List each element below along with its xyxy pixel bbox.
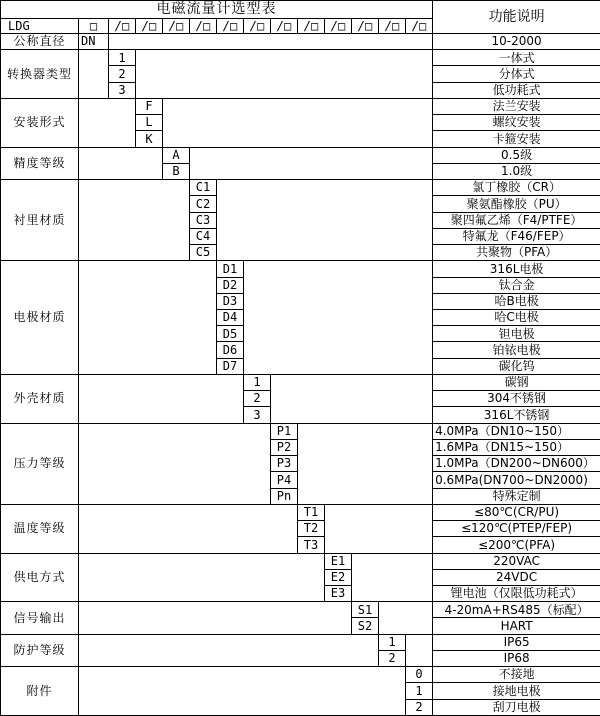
option-description: 10-2000 [433, 34, 600, 50]
category-label: 衬里材质 [1, 180, 79, 261]
option-code: 3 [109, 82, 136, 98]
spacer-cell [298, 423, 433, 504]
option-code: 1 [244, 374, 271, 390]
model-code-slot: /□ [163, 19, 190, 34]
spacer-cell [406, 634, 433, 666]
category-label: 压力等级 [1, 423, 79, 504]
option-description: 哈B电极 [433, 293, 600, 309]
option-code: P3 [271, 456, 298, 472]
option-description: 220VAC [433, 553, 600, 569]
category-label: 温度等级 [1, 504, 79, 553]
spacer-cell [79, 504, 298, 553]
model-code-prefix: LDG [1, 19, 79, 34]
option-code: D2 [217, 277, 244, 293]
category-label: 精度等级 [1, 147, 79, 179]
spacer-cell [244, 261, 433, 375]
spacer-cell [79, 634, 379, 666]
option-description: 聚氨酯橡胶（PU） [433, 196, 600, 212]
option-description: 1.0MPa（DN200~DN600） [433, 456, 600, 472]
model-code-slot: /□ [406, 19, 433, 34]
spacer-cell [79, 50, 109, 99]
spacer-cell [79, 374, 244, 423]
option-description: 聚四氟乙烯（F4/PTFE） [433, 212, 600, 228]
option-code: C4 [190, 228, 217, 244]
option-code: E3 [325, 585, 352, 601]
option-code: 2 [406, 699, 433, 715]
option-code: F [136, 98, 163, 114]
category-label: 安装形式 [1, 98, 79, 147]
spacer-cell [109, 34, 433, 50]
option-description: 卡箍安装 [433, 131, 600, 147]
option-description: 低功耗式 [433, 82, 600, 98]
model-code-slot: /□ [244, 19, 271, 34]
spacer-cell [79, 667, 406, 716]
option-code: D7 [217, 358, 244, 374]
spacer-cell [352, 553, 433, 602]
option-description: IP65 [433, 634, 600, 650]
model-code-slot: /□ [109, 19, 136, 34]
spacer-cell [79, 261, 217, 375]
option-description: 特氟龙（F46/FEP） [433, 228, 600, 244]
option-description: 锂电池（仅限低功耗式） [433, 585, 600, 601]
option-code: C1 [190, 180, 217, 196]
option-description: 24VDC [433, 569, 600, 585]
option-code: 1 [109, 50, 136, 66]
table-title: 电磁流量计选型表 [1, 1, 433, 19]
option-code: C2 [190, 196, 217, 212]
model-code-slot: /□ [298, 19, 325, 34]
spacer-cell [79, 98, 136, 147]
option-code: 2 [379, 650, 406, 666]
category-label: 附件 [1, 667, 79, 716]
spacer-cell [136, 50, 433, 99]
option-description: 1.6MPa（DN15~150） [433, 439, 600, 455]
option-code: S2 [352, 618, 379, 634]
option-code: 2 [109, 66, 136, 82]
model-code-slot: /□ [271, 19, 298, 34]
option-description: 不接地 [433, 667, 600, 683]
option-code: P2 [271, 439, 298, 455]
model-code-slot: /□ [217, 19, 244, 34]
option-code: T1 [298, 504, 325, 520]
model-code-slot: /□ [379, 19, 406, 34]
spacer-cell [79, 423, 271, 504]
option-description: 4-20mA+RS485（标配） [433, 602, 600, 618]
function-description-header: 功能说明 [433, 1, 600, 34]
option-description: ≤80℃(CR/PU) [433, 504, 600, 520]
spacer-cell [163, 98, 433, 147]
spacer-cell [271, 374, 433, 423]
option-description: 1.0级 [433, 163, 600, 179]
spacer-cell [79, 553, 325, 602]
category-label: 防护等级 [1, 634, 79, 666]
option-code: E2 [325, 569, 352, 585]
category-label: 供电方式 [1, 553, 79, 602]
option-description: 法兰安装 [433, 98, 600, 114]
model-code-first-slot: □ [79, 19, 109, 34]
option-code: D1 [217, 261, 244, 277]
option-code: D4 [217, 309, 244, 325]
model-code-slot: /□ [136, 19, 163, 34]
option-description: 0.5级 [433, 147, 600, 163]
option-description: 接地电极 [433, 683, 600, 699]
option-description: ≤120℃(PTEP/FEP) [433, 521, 600, 537]
option-code: 3 [244, 407, 271, 423]
option-code: D3 [217, 293, 244, 309]
option-code: T3 [298, 537, 325, 553]
option-description: 0.6MPa(DN700~DN2000) [433, 472, 600, 488]
spacer-cell [190, 147, 433, 179]
option-code: P1 [271, 423, 298, 439]
option-description: 特殊定制 [433, 488, 600, 504]
option-description: 碳钢 [433, 374, 600, 390]
option-description: 刮刀电极 [433, 699, 600, 715]
option-code: 0 [406, 667, 433, 683]
option-description: HART [433, 618, 600, 634]
option-code: B [163, 163, 190, 179]
model-code-slot: /□ [190, 19, 217, 34]
option-description: 氯丁橡胶（CR） [433, 180, 600, 196]
option-description: 分体式 [433, 66, 600, 82]
category-label: 外壳材质 [1, 374, 79, 423]
option-code: 1 [379, 634, 406, 650]
option-code: 1 [406, 683, 433, 699]
spacer-cell [379, 602, 433, 634]
option-code: E1 [325, 553, 352, 569]
option-description: 哈C电极 [433, 309, 600, 325]
option-code: D5 [217, 326, 244, 342]
spacer-cell [217, 180, 433, 261]
model-code-slot: /□ [325, 19, 352, 34]
option-code: C3 [190, 212, 217, 228]
option-description: ≤200℃(PFA) [433, 537, 600, 553]
option-description: 4.0MPa（DN10~150） [433, 423, 600, 439]
option-code: T2 [298, 521, 325, 537]
option-code: L [136, 115, 163, 131]
option-code: D6 [217, 342, 244, 358]
option-code: C5 [190, 245, 217, 261]
option-description: IP68 [433, 650, 600, 666]
option-description: 碳化钨 [433, 358, 600, 374]
model-code-slot: /□ [352, 19, 379, 34]
spacer-cell [79, 602, 352, 634]
option-code: K [136, 131, 163, 147]
option-code: P4 [271, 472, 298, 488]
spacer-cell [79, 147, 163, 179]
spacer-cell [79, 180, 190, 261]
option-code: S1 [352, 602, 379, 618]
option-description: 钽电极 [433, 326, 600, 342]
option-description: 螺纹安装 [433, 115, 600, 131]
category-label: 电极材质 [1, 261, 79, 375]
spacer-cell [325, 504, 433, 553]
option-code: DN [79, 34, 109, 50]
category-label: 信号输出 [1, 602, 79, 634]
option-description: 316L电极 [433, 261, 600, 277]
option-description: 铂铱电极 [433, 342, 600, 358]
option-code: Pn [271, 488, 298, 504]
option-description: 316L不锈钢 [433, 407, 600, 423]
option-description: 一体式 [433, 50, 600, 66]
option-description: 钛合金 [433, 277, 600, 293]
option-description: 304不锈钢 [433, 391, 600, 407]
option-code: 2 [244, 391, 271, 407]
option-code: A [163, 147, 190, 163]
category-label: 转换器类型 [1, 50, 79, 99]
option-description: 共聚物（PFA） [433, 245, 600, 261]
category-label: 公称直径 [1, 34, 79, 50]
